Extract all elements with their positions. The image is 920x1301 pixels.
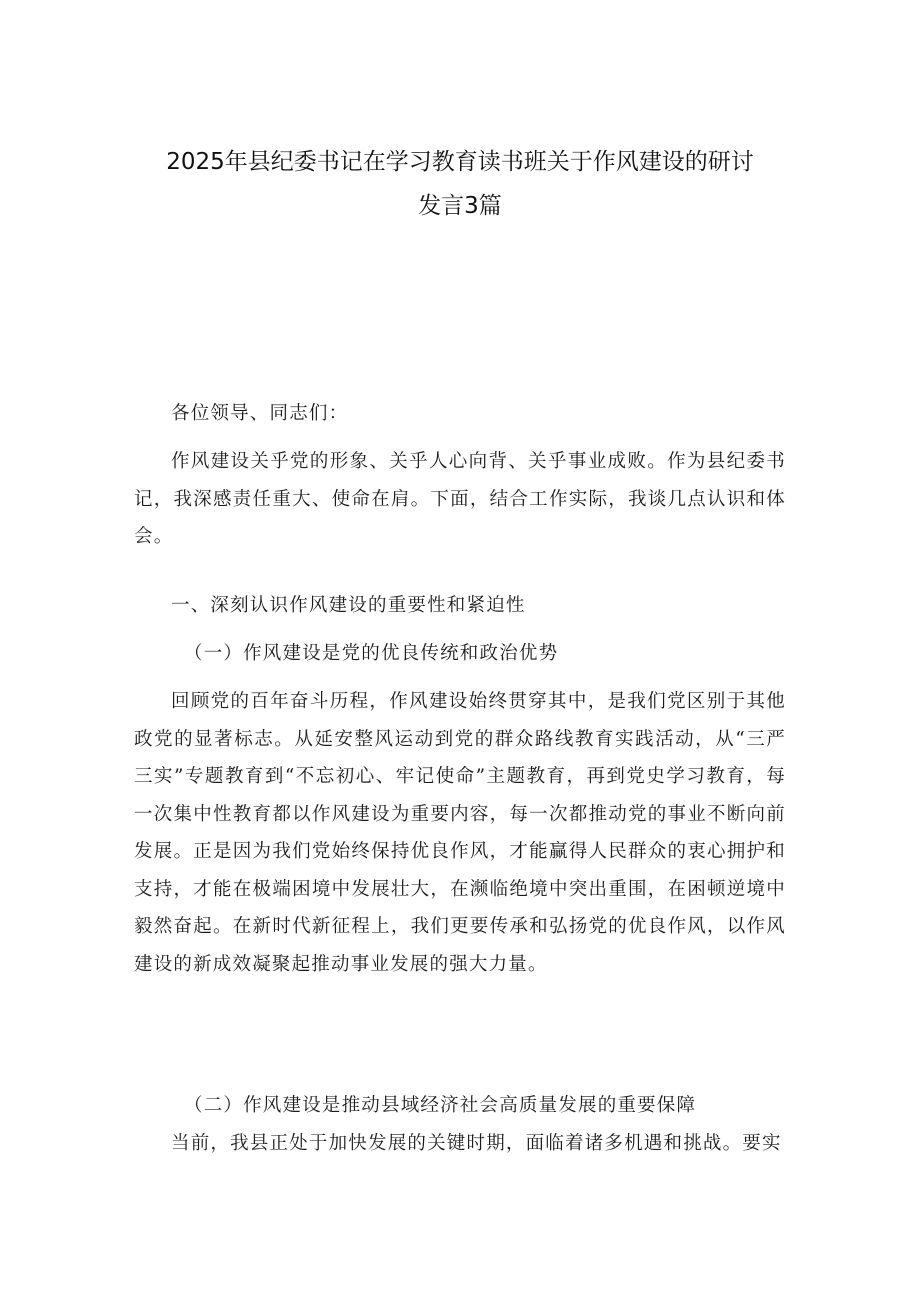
section-heading-1: 一、深刻认识作风建设的重要性和紧迫性 [171, 595, 526, 616]
subsection-1-paragraph: 回顾党的百年奋斗历程，作风建设始终贯穿其中，是我们党区别于其他政党的显著标志。从延安整风运动到党的群众路线教育实践活动，从“三严三实”专题教育到“不忘初心、牢记使命”主题教育，再到党史学习教育，每一次集中性教育都以作风建设为重要内容，每一次都推动党的事业不断向前发展。正是因为我们党始终保持优良作风，才能赢得人民群众的衷心拥护和支持，才能在极端困境中发展壮大，在濒临绝境中突出重围，在困顿逆境中毅然奋起。在新时代新征程上，我们更要传承和弘扬党的优良作风，以作风建设的新成效凝聚起推动事业发展的强大力量。 [134, 691, 786, 975]
title-line-1: 2025年县纪委书记在学习教育读书班关于作风建设的研讨 [166, 149, 754, 175]
title-line-2: 发言3篇 [418, 193, 502, 219]
subsection-heading-1: （一）作风建设是党的优良传统和政治优势 [184, 643, 559, 664]
greeting-paragraph: 各位领导、同志们： [171, 403, 349, 424]
subsection-heading-2: （二）作风建设是推动县域经济社会高质量发展的重要保障 [184, 1095, 697, 1116]
intro-paragraph: 作风建设关乎党的形象、关乎人心向背、关乎事业成败。作为县纪委书记，我深感责任重大、使命在肩。下面，结合工作实际，我谈几点认识和体会。 [134, 451, 786, 547]
document-title [110, 140, 810, 228]
subsection-2-paragraph: 当前，我县正处于加快发展的关键时期，面临着诸多机遇和挑战。要实 [171, 1133, 782, 1154]
